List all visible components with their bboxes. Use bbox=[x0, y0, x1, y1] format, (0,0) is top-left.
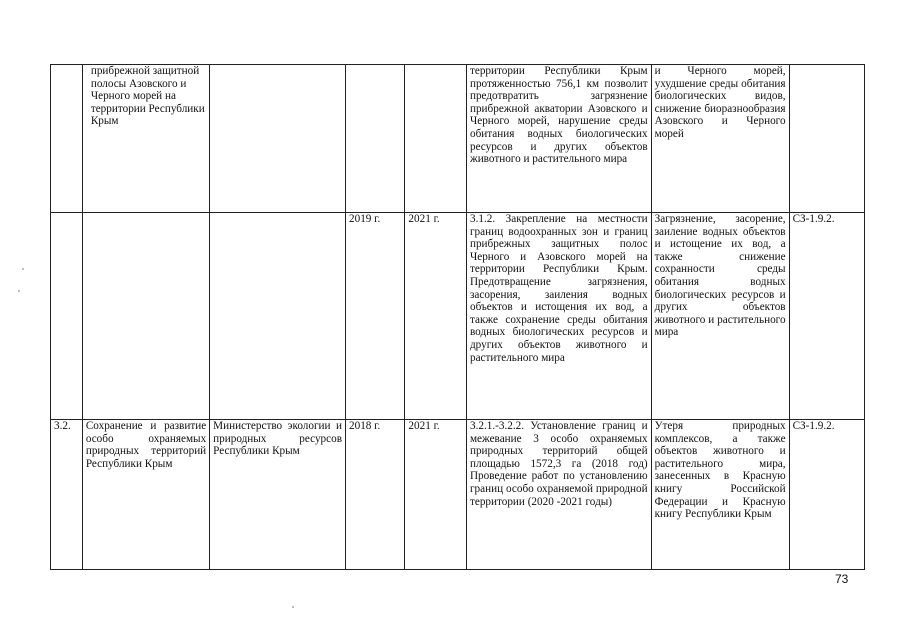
cell-consequence: и Черного морей, ухудшение среды обитания биологических видов, снижение биоразнообразия Азовского и Черного морей bbox=[651, 65, 789, 213]
cell-link bbox=[789, 65, 864, 213]
table-row bbox=[51, 213, 865, 420]
cell-measure: Сохранение и развитие особо охраняемых природных территорий Республики Крым bbox=[82, 420, 209, 570]
cell-executor bbox=[210, 65, 346, 213]
cell-executor: Министерство экологии и природных ресурсов Республики Крым bbox=[210, 420, 346, 570]
cell-number bbox=[51, 65, 83, 213]
program-measures-table bbox=[50, 64, 865, 570]
scan-speck bbox=[18, 290, 20, 292]
cell-link: СЗ-1.9.2. bbox=[789, 213, 864, 420]
cell-expected-result: 3.1.2. Закрепление на местности границ водоохранных зон и границ прибрежных защитных полос Черного и Азовского морей на территории Республики Крым. Предотвращение загрязнения, засорения, заиления водных объектов и истощения их вод, а также сохранение среды обитания водных биологических ресурсов и других объектов животного и растительного мира bbox=[466, 213, 651, 420]
table-row bbox=[51, 65, 865, 213]
cell-start-year: 2019 г. bbox=[346, 213, 405, 420]
cell-end-year bbox=[405, 65, 467, 213]
cell-consequence: Загрязнение, засорение, заиление водных объектов и истощение их вод, а также снижение сохранности среды обитания водных биологических ресурсов и других объектов животного и растительного мира bbox=[651, 213, 789, 420]
page-number: 73 bbox=[835, 572, 849, 586]
cell-number bbox=[51, 213, 83, 420]
cell-measure bbox=[82, 213, 209, 420]
cell-link: СЗ-1.9.2. bbox=[789, 420, 864, 570]
cell-expected-result: 3.2.1.-3.2.2. Установление границ и межевание 3 особо охраняемых природных территорий общей площадью 1572,3 га (2018 год) Проведение работ по установлению границ особо охраняемой природной территории (2020 -2021 годы) bbox=[466, 420, 651, 570]
cell-end-year: 2021 г. bbox=[405, 420, 467, 570]
table-row bbox=[51, 420, 865, 570]
scan-speck bbox=[22, 268, 24, 270]
cell-end-year: 2021 г. bbox=[405, 213, 467, 420]
cell-consequence: Утеря природных комплексов, а также объектов животного и растительного мира, занесенных в Красную книгу Российской Федерации и Красную книгу Республики Крым bbox=[651, 420, 789, 570]
cell-start-year bbox=[346, 65, 405, 213]
cell-expected-result: территории Республики Крым протяженностью 756,1 км позволит предотвратить загрязнение прибрежной акватории Азовского и Черного морей, нарушение среды обитания водных биологических ресурсов и других объектов животного и растительного мира bbox=[466, 65, 651, 213]
cell-number: 3.2. bbox=[51, 420, 83, 570]
scan-speck bbox=[292, 606, 294, 608]
cell-measure: прибрежной защитной полосы Азовского и Черного морей на территории Республики Крым bbox=[82, 65, 209, 213]
cell-start-year: 2018 г. bbox=[346, 420, 405, 570]
cell-executor bbox=[210, 213, 346, 420]
